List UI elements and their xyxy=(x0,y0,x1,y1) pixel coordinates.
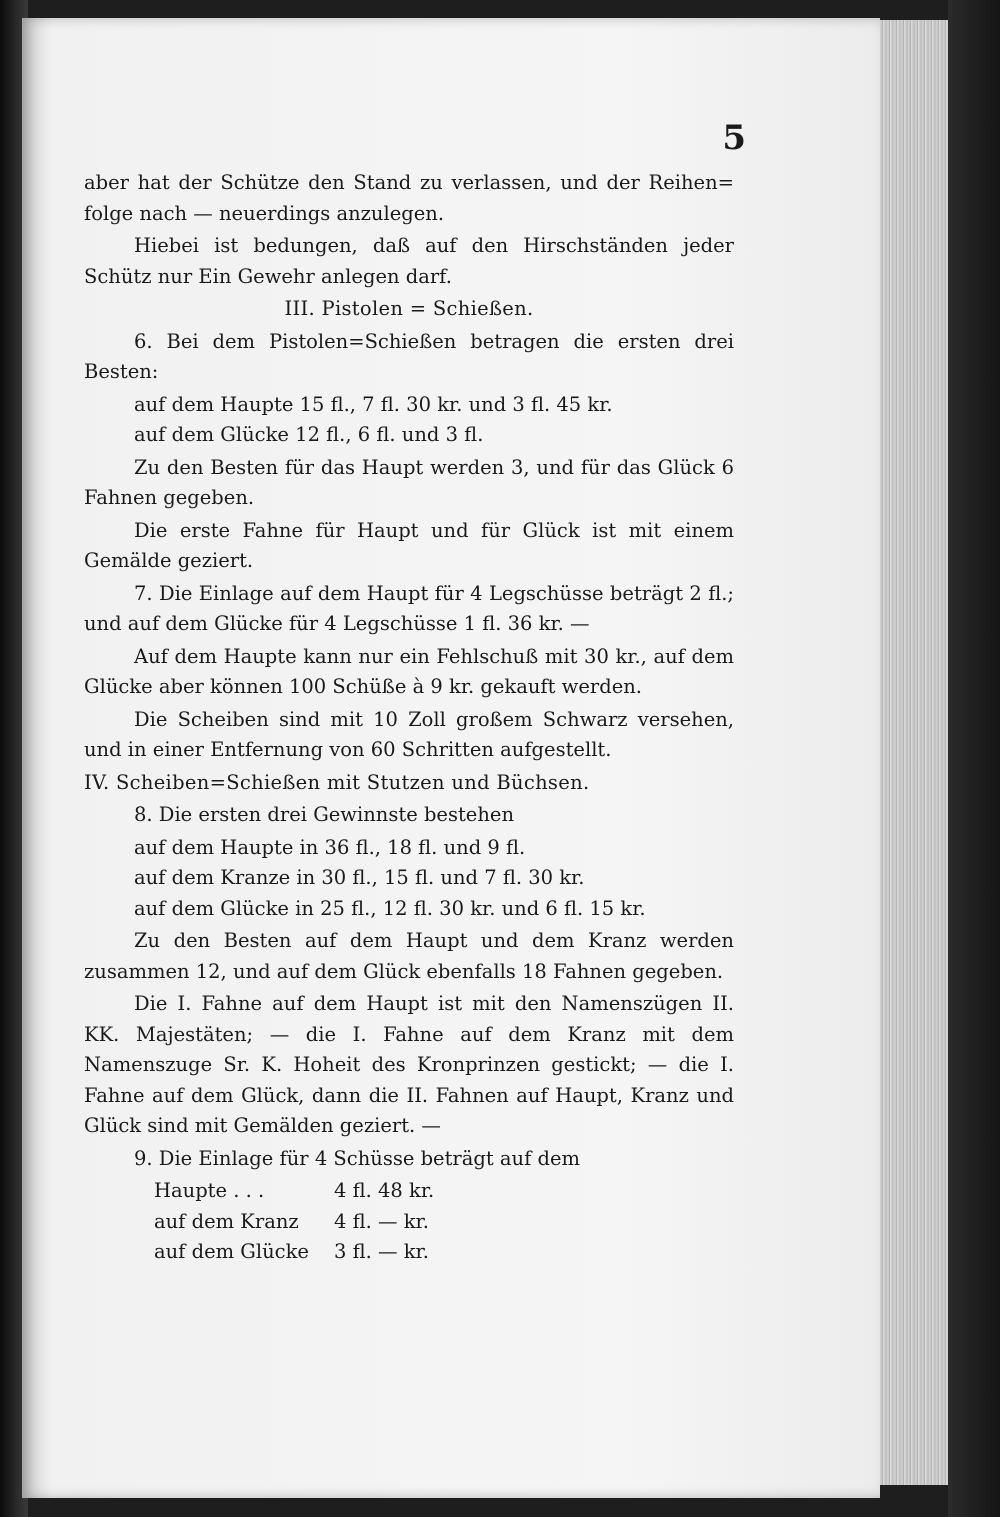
einlage-row xyxy=(84,1207,734,1238)
paragraph: Auf dem Haupte kann nur ein Fehlschuß mit 30 kr., auf dem Glücke aber können 100 Schüße à 9 kr. gekauft werden. xyxy=(84,644,734,698)
paragraph: Die I. Fahne auf dem Haupt ist mit den Namenszügen II. KK. Majestäten; — die I. Fahne auf dem Kranz mit dem Namenszuge Sr. K. Hoheit des Kronprinzen gestickt; — die I. Fahne auf dem Glück, dann die II. Fahnen auf Haupt, Kranz und Glück sind mit Gemälden geziert. — xyxy=(84,992,734,1137)
einlage-row xyxy=(84,1237,734,1268)
paragraph: aber hat der Schütze den Stand zu verlassen, und der Reihen= folge nach — neuerdings anzulegen. xyxy=(84,171,734,225)
einlage-value: 4 fl. — kr. xyxy=(334,1209,429,1233)
page-number: 5 xyxy=(722,118,746,158)
prize-line: auf dem Haupte in 36 fl., 18 fl. und 9 fl. xyxy=(134,835,526,859)
paragraph: Die Scheiben sind mit 10 Zoll großem Schwarz versehen, und in einer Entfernung von 60 Schritten aufgestellt. xyxy=(84,707,734,761)
paragraph: Zu den Besten auf dem Haupt und dem Kranz werden zusammen 12, und auf dem Glück ebenfalls 18 Fahnen gegeben. xyxy=(84,929,734,983)
prize-line: auf dem Glücke in 25 fl., 12 fl. 30 kr. und 6 fl. 15 kr. xyxy=(134,896,646,920)
einlage-row xyxy=(84,1176,734,1207)
einlage-value: 3 fl. — kr. xyxy=(334,1240,429,1263)
paragraph: 8. Die ersten drei Gewinnste bestehen xyxy=(134,803,515,826)
paragraph: 6. Bei dem Pistolen=Schießen betragen die ersten drei Besten: xyxy=(84,329,734,383)
page-text xyxy=(84,168,734,1268)
prize-line: auf dem Kranze in 30 fl., 15 fl. und 7 fl. 30 kr. xyxy=(134,866,585,889)
paragraph: Die erste Fahne für Haupt und für Glück ist mit einem Gemälde geziert. xyxy=(84,518,734,572)
einlage-label: Haupte . . . xyxy=(154,1179,265,1202)
section-heading: III. Pistolen = Schießen. xyxy=(284,297,534,320)
section-heading: IV. Scheiben=Schießen mit Stutzen und Büchsen. xyxy=(84,770,590,794)
paragraph: 9. Die Einlage für 4 Schüsse beträgt auf dem xyxy=(134,1146,581,1170)
book-cover-right xyxy=(948,0,1000,1517)
einlage-label: auf dem Kranz xyxy=(154,1209,299,1233)
prize-line: auf dem Haupte 15 fl., 7 fl. 30 kr. und 3 fl. 45 kr. xyxy=(134,392,613,416)
paragraph: 7. Die Einlage auf dem Haupt für 4 Legschüsse beträgt 2 fl.; und auf dem Glücke für 4 Legschüsse 1 fl. 36 kr. — xyxy=(84,581,734,635)
paragraph: Hiebei ist bedungen, daß auf den Hirschständen jeder Schütz nur Ein Gewehr anlegen darf. xyxy=(84,234,734,288)
einlage-value: 4 fl. 48 kr. xyxy=(334,1179,435,1202)
prize-line: auf dem Glücke 12 fl., 6 fl. und 3 fl. xyxy=(134,423,484,446)
einlage-label: auf dem Glücke xyxy=(154,1240,309,1263)
paragraph: Zu den Besten für das Haupt werden 3, und für das Glück 6 Fahnen gegeben. xyxy=(84,455,734,509)
